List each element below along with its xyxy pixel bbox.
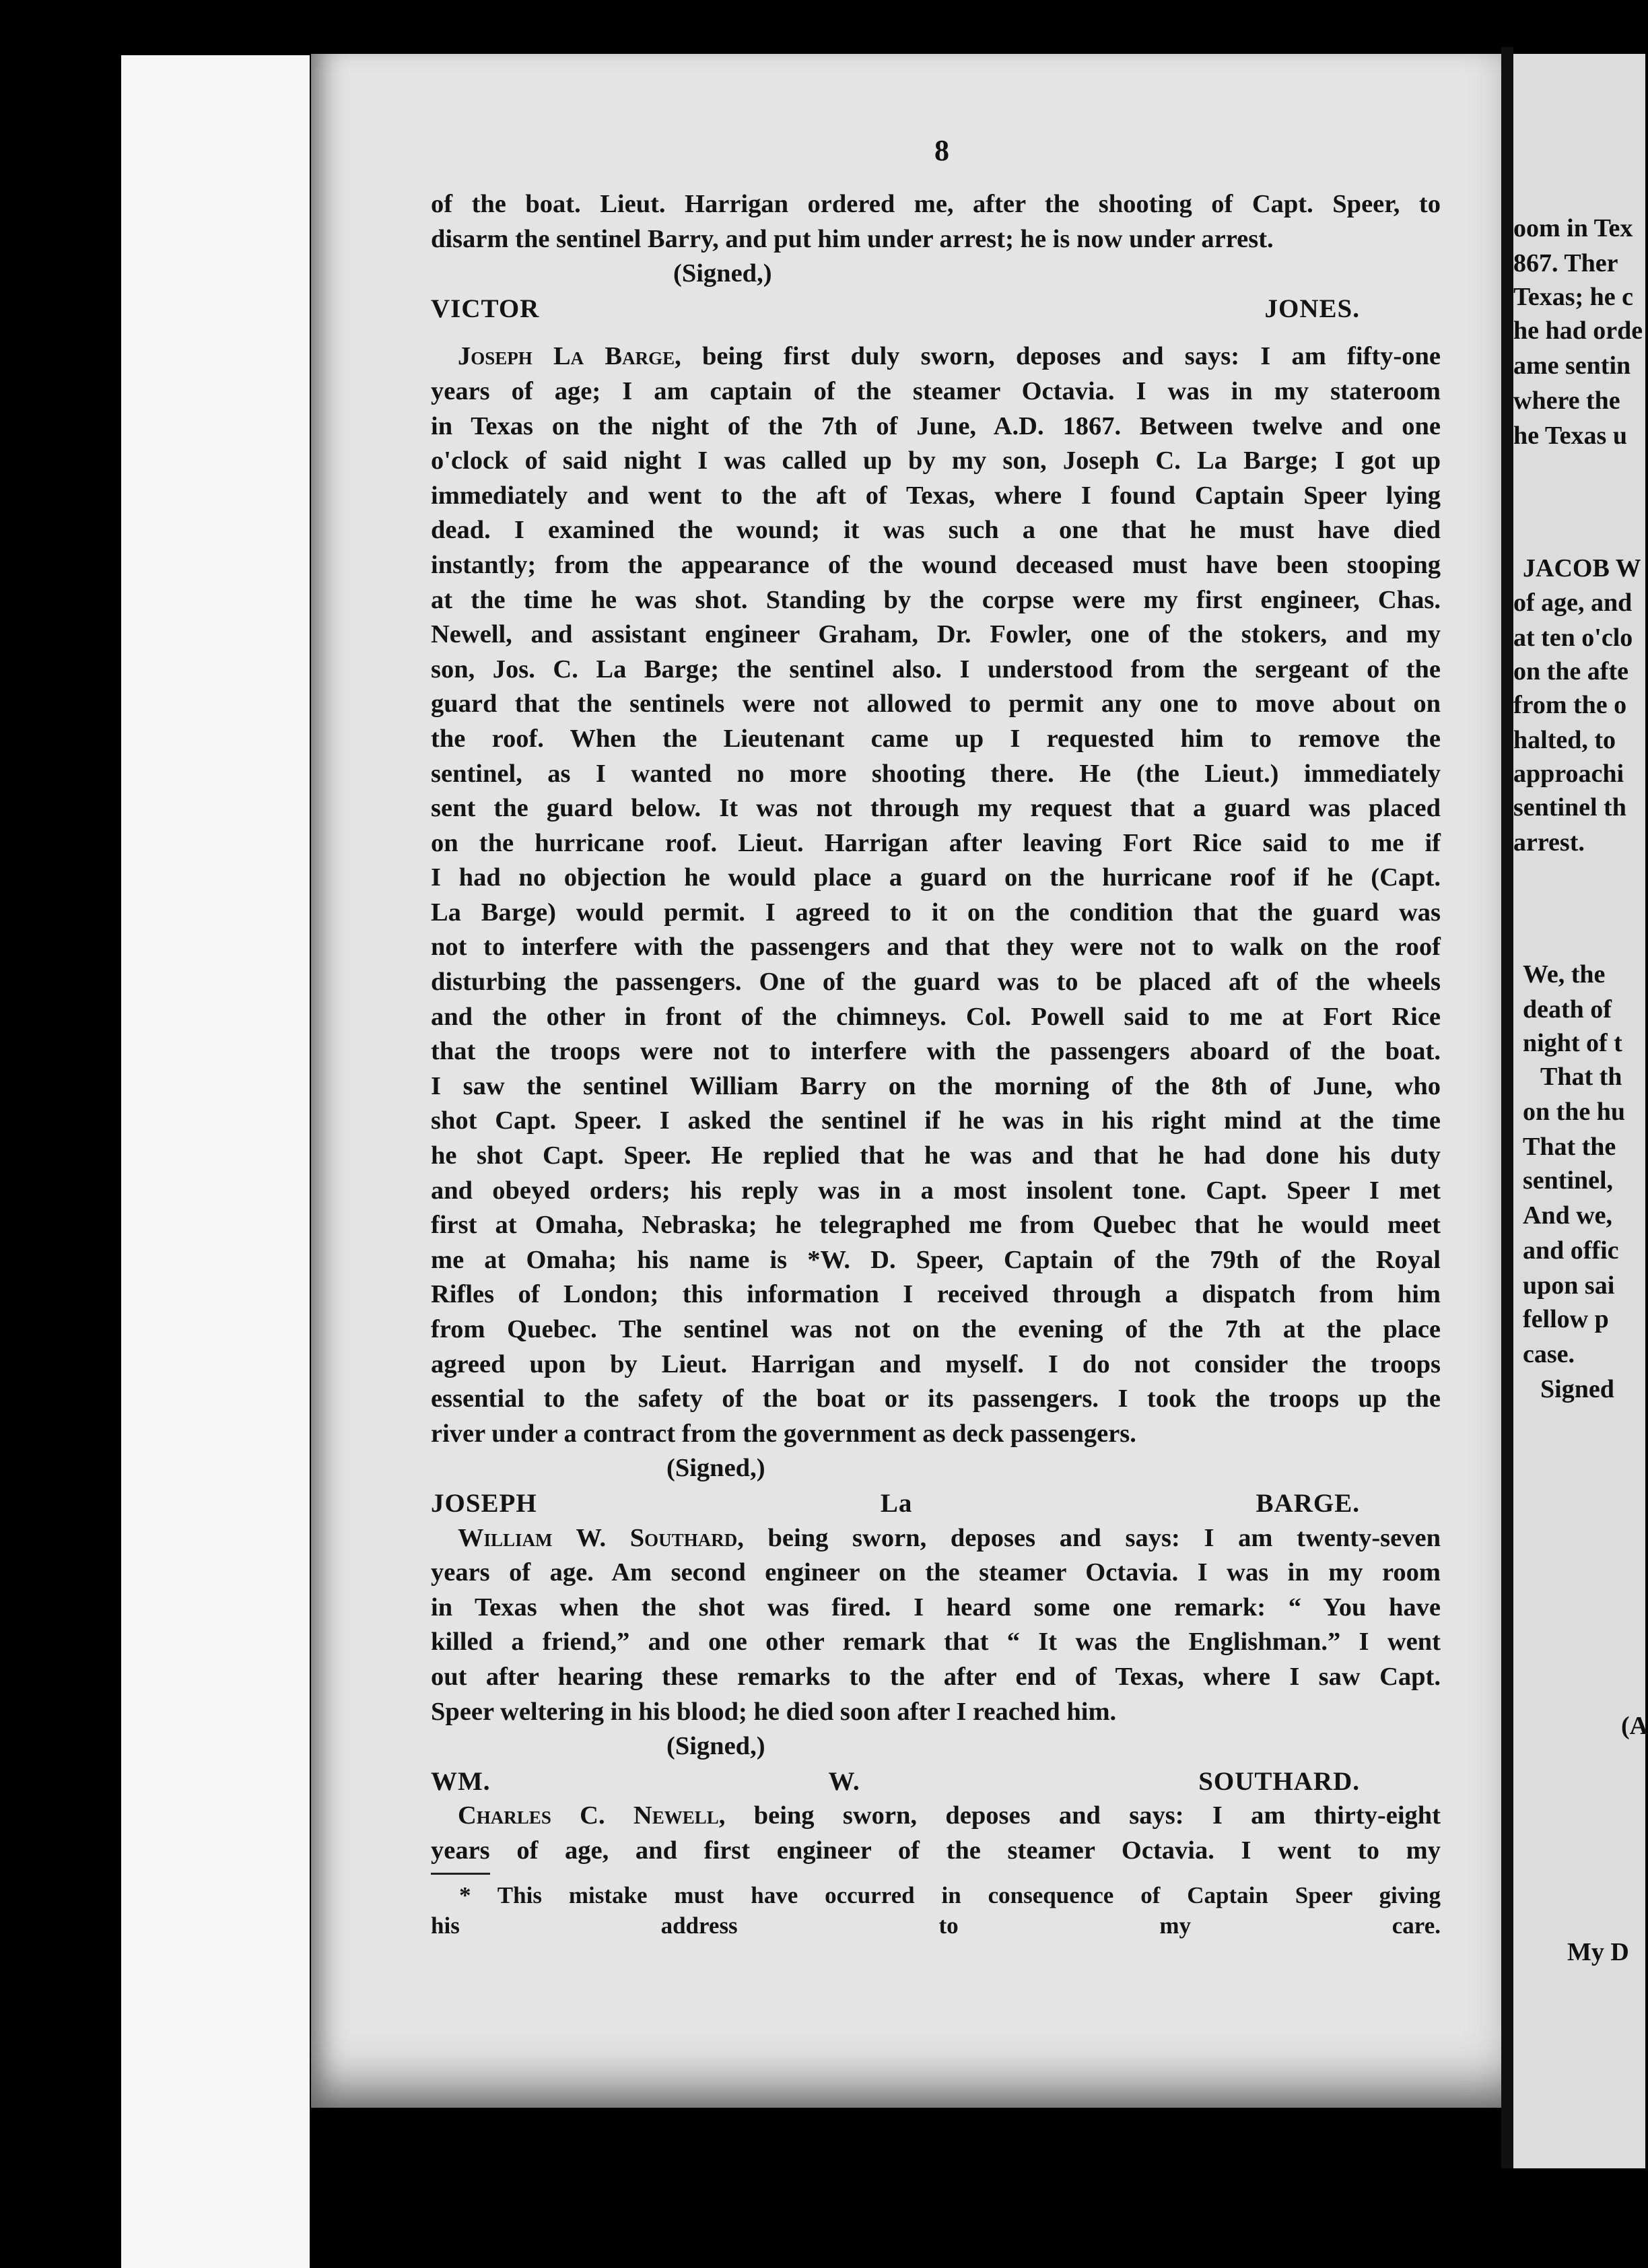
text-line: immediately and went to the aft of Texas, where I found Captain Speer lying (431, 481, 1441, 510)
adjacent-page-text: where the (1513, 387, 1620, 415)
adjacent-page-text: fellow p (1523, 1305, 1609, 1333)
text-line: guard that the sentinels were not allowed to permit any one to move about on (431, 690, 1441, 719)
text-line: on the hurricane roof. Lieut. Harrigan after leaving Fort Rice said to me if (431, 828, 1441, 857)
text-line: I saw the sentinel William Barry on the morning of the 8th of June, who (431, 1071, 1441, 1100)
adjacent-page-text: at ten o'clo (1513, 624, 1633, 652)
adjacent-page-text: My D (1567, 1938, 1629, 1966)
text-line: o'clock of said night I was called up by my son, Joseph C. La Barge; I got up (431, 446, 1441, 475)
footnote (431, 1880, 1441, 1941)
paragraph-newell (431, 1799, 1441, 1868)
deponent-name: Charles C. Newell (458, 1801, 719, 1830)
adjacent-page-text: arrest. (1513, 828, 1585, 857)
signature-southard: WM. W. SOUTHARD. (431, 1766, 1360, 1796)
text-line: Newell, and assistant engineer Graham, Dr. Fowler, one of the stokers, and my (431, 620, 1441, 649)
signature-victor-jones: VICTOR JONES. (431, 294, 1360, 323)
adjacent-page-text: case. (1523, 1340, 1575, 1368)
text-fragment: , being sworn, deposes and says: I am thirty-eight (718, 1801, 1441, 1830)
page-text (431, 187, 1441, 1941)
page-number: 8 (934, 134, 949, 167)
adjacent-page-text: Signed (1540, 1375, 1614, 1403)
footnote-rule (431, 1873, 490, 1875)
paragraph-jones-end (431, 187, 1441, 257)
text-line: from Quebec. The sentinel was not on the evening of the 7th at the place (431, 1315, 1441, 1343)
adjacent-page-text: of age, and (1513, 589, 1633, 617)
text-line: years of age; I am captain of the steamer Octavia. I was in my stateroom (431, 376, 1441, 405)
signed-label: (Signed,) (673, 259, 772, 288)
text-line: years of age, and first engineer of the steamer Octavia. I went to my (431, 1836, 1441, 1865)
adjacent-page-text: oom in Tex (1513, 214, 1633, 242)
text-line: that the troops were not to interfere with the passengers aboard of the boat. (431, 1037, 1441, 1066)
adjacent-page-text: JACOB W (1523, 554, 1641, 582)
text-line: La Barge) would permit. I agreed to it on the condition that the guard was (431, 898, 1441, 927)
text-line: I had no objection he would place a guard on the hurricane roof if he (Capt. (431, 863, 1441, 892)
paragraph-la-barge (431, 339, 1441, 1451)
text-line: dead. I examined the wound; it was such a one that he must have died (431, 516, 1441, 545)
adjacent-page-text: from the o (1513, 691, 1627, 719)
text-fragment: , being first duly sworn, deposes and says: I am fifty-one (675, 342, 1441, 371)
text-line: in Texas when the shot was fired. I heard some one remark: “ You have (431, 1593, 1441, 1622)
text-line: Speer weltering in his blood; he died soon after I reached him. (431, 1697, 1117, 1726)
adjacent-page-text: That the (1523, 1133, 1616, 1161)
adjacent-page-text: We, the (1523, 960, 1606, 989)
adjacent-page-text: death of (1523, 995, 1612, 1024)
text-line: killed a friend,” and one other remark that “ It was the Englishman.” I went (431, 1628, 1441, 1657)
adjacent-page-text: sentinel th (1513, 793, 1626, 822)
adjacent-page-fragment (1513, 54, 1648, 2168)
adjacent-page-text: halted, to (1513, 726, 1616, 754)
text-line: me at Omaha; his name is *W. D. Speer, Captain of the 79th of the Royal (431, 1245, 1441, 1274)
adjacent-page-text: And we, (1523, 1201, 1613, 1230)
text-line: sent the guard below. It was not through my request that a guard was placed (431, 794, 1441, 823)
adjacent-page-text: Texas; he c (1513, 283, 1634, 311)
page-gutter (1501, 47, 1513, 2168)
adjacent-page-text: upon sai (1523, 1271, 1615, 1300)
text-line: he shot Capt. Speer. He replied that he was and that he had done his duty (431, 1141, 1441, 1170)
text-line: disarm the sentinel Barry, and put him under arrest; he is now under arrest. (431, 224, 1274, 253)
adjacent-page-text: 867. Ther (1513, 249, 1618, 277)
adjacent-page-text: he Texas u (1513, 422, 1627, 450)
deponent-name: Joseph La Barge (458, 342, 675, 371)
text-line: of the boat. Lieut. Harrigan ordered me, after the shooting of Capt. Speer, to (431, 190, 1441, 218)
adjacent-page-text: That th (1540, 1063, 1622, 1091)
text-line (431, 1799, 1441, 1834)
text-fragment: , being sworn, deposes and says: I am twenty-seven (737, 1523, 1441, 1552)
text-line: in Texas on the night of the 7th of June, A.D. 1867. Between twelve and one (431, 411, 1441, 440)
text-line: and obeyed orders; his reply was in a most insolent tone. Capt. Speer I met (431, 1176, 1441, 1205)
adjacent-page-text: on the hu (1523, 1098, 1626, 1126)
text-line: not to interfere with the passengers and that they were not to walk on the roof (431, 933, 1441, 962)
text-line: disturbing the passengers. One of the guard was to be placed aft of the wheels (431, 968, 1441, 997)
text-line: out after hearing these remarks to the after end of Texas, where I saw Capt. (431, 1662, 1441, 1691)
adjacent-page-text: ame sentin (1513, 352, 1631, 380)
text-line (431, 339, 1441, 374)
text-line: Rifles of London; this information I received through a dispatch from him (431, 1280, 1441, 1309)
text-line: agreed upon by Lieut. Harrigan and myself. I do not consider the troops (431, 1349, 1441, 1378)
signed-label: (Signed,) (666, 1454, 765, 1483)
left-margin-strip (121, 55, 310, 2268)
adjacent-page-text: and offic (1523, 1236, 1619, 1265)
text-line: son, Jos. C. La Barge; the sentinel also. I understood from the sergeant of the (431, 655, 1441, 683)
deponent-name: William W. Southard (458, 1523, 738, 1552)
text-line: river under a contract from the government as deck passengers. (431, 1419, 1136, 1448)
footnote-line: his address to my care. (431, 1912, 1441, 1939)
adjacent-page-text: (A (1621, 1712, 1648, 1740)
text-line: at the time he was shot. Standing by the corpse were my first engineer, Chas. (431, 585, 1441, 614)
text-line: instantly; from the appearance of the wound deceased must have been stooping (431, 550, 1441, 579)
adjacent-page-text: night of t (1523, 1029, 1622, 1057)
text-line: the roof. When the Lieutenant came up I requested him to remove the (431, 724, 1441, 753)
text-line: shot Capt. Speer. I asked the sentinel if he was in his right mind at the time (431, 1106, 1441, 1135)
adjacent-page-text: sentinel, (1523, 1166, 1614, 1195)
text-line: years of age. Am second engineer on the steamer Octavia. I was in my room (431, 1558, 1441, 1587)
adjacent-page-text: he had orde (1513, 316, 1643, 345)
adjacent-page-text: approachi (1513, 760, 1624, 788)
text-line: sentinel, as I wanted no more shooting there. He (the Lieut.) immediately (431, 759, 1441, 788)
text-line: essential to the safety of the boat or its passengers. I took the troops up the (431, 1385, 1441, 1413)
paragraph-southard (431, 1521, 1441, 1730)
footnote-line: * This mistake must have occurred in consequence of Captain Speer giving (459, 1881, 1441, 1908)
text-line: and the other in front of the chimneys. Col. Powell said to me at Fort Rice (431, 1002, 1441, 1031)
adjacent-page-text: on the afte (1513, 657, 1628, 686)
signature-joseph-la-barge: JOSEPH La BARGE. (431, 1488, 1360, 1518)
text-line (431, 1521, 1441, 1556)
signed-label: (Signed,) (666, 1732, 765, 1761)
text-line: first at Omaha, Nebraska; he telegraphed me from Quebec that he would meet (431, 1211, 1441, 1240)
